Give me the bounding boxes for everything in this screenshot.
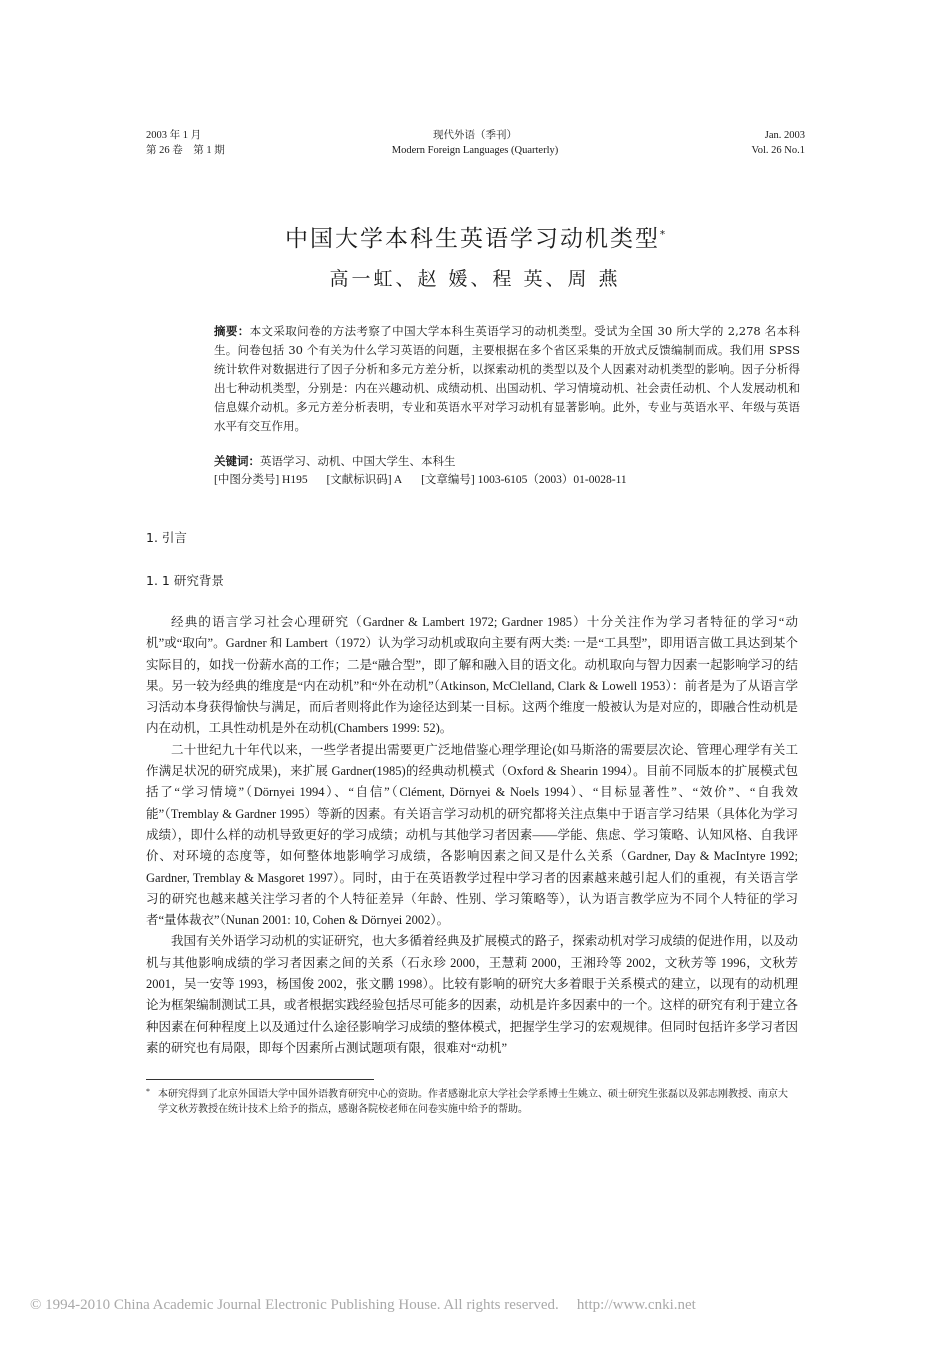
- footnote-divider: [146, 1079, 374, 1080]
- footnote: [146, 1087, 796, 1117]
- keywords-label: 关键词：: [214, 454, 260, 468]
- paper-authors: 高一虹、赵 媛、程 英、周 燕: [329, 268, 621, 290]
- section-heading-introduction: 1. 引言: [146, 530, 187, 545]
- subsection-heading-background: 1. 1 研究背景: [146, 573, 224, 588]
- keywords-text: 英语学习、动机、中国大学生、本科生: [260, 454, 456, 468]
- copyright-footer: [30, 1297, 696, 1314]
- footnote-text: 本研究得到了北京外国语大学中国外语教育研究中心的资助。作者感谢北京大学社会学系博士生姚立、硕士研究生张磊以及郭志刚教授、南京大学文秋芳教授在统计技术上给予的指点，感谢各院校老师在问卷实施中给予的帮助。: [158, 1089, 788, 1115]
- abstract-label: 摘要：: [214, 324, 250, 338]
- running-header-center: [300, 128, 650, 158]
- paragraph: 我国有关外语学习动机的实证研究，也大多循着经典及扩展模式的路子，探索动机对学习成绩的促进作用，以及动机与其他影响成绩的学习者因素之间的关系（石永珍 2000，王慧莉 2000，王湘玲等 2002，文秋芳等 1996，文秋芳 2001，吴一安等 1993，杨国俊 2002，张文鹏 1998）。比较有影响的研究大多着眼于关系模式的建立，以现有的动机理论为框架编制测试工具，或者根据实践经验包括尽可能多的因素，动机是许多因素中的一个。这样的研究有利于建立各种因素在何种程度上以及通过什么途径影响学习成绩的整体模式，把握学生学习的宏观规律。但同时包括许多学习者因素的研究也有局限，即每个因素所占测试题项有限，很难对“动机”: [146, 934, 798, 1055]
- issue-date: 2003 年 1 月: [146, 130, 202, 141]
- body-text: [146, 612, 798, 1059]
- title-footnote-mark: *: [660, 229, 665, 241]
- abstract: [214, 322, 800, 436]
- footer-url: http://www.cnki.net: [576, 1297, 696, 1313]
- running-header-left: [146, 128, 225, 158]
- clc-number: [中图分类号] H195: [214, 474, 308, 486]
- journal-name-en: Modern Foreign Languages (Quarterly): [391, 145, 559, 156]
- journal-name-cn: 现代外语（季刊）: [433, 130, 517, 141]
- copyright-text: © 1994-2010 China Academic Journal Electronic Publishing House. All rights reserved.: [30, 1297, 559, 1313]
- article-number: [文章编号] 1003-6105（2003）01-0028-11: [421, 474, 627, 486]
- keywords: [214, 452, 456, 471]
- classification-line: [214, 471, 643, 490]
- paragraph: 经典的语言学习社会心理研究（Gardner & Lambert 1972; Gardner 1985）十分关注作为学习者特征的学习“动机”或“取向”。Gardner 和 Lambert（1972）认为学习动机或取向主要有两大类: 一是“工具型”，即用语言做工具达到某个实际目的，如找一份薪水高的工作；二是“融合型”，即了解和融入目的语文化。动机取向与智力因素一起影响学习的结果。另一较为经典的维度是“内在动机”和“外在动机”（Atkinson, McClelland, Clark & Lowell 1953）：前者是为了从语言学习活动本身获得愉快与满足，而后者则将此作为途径达到某一目标。这两个维度一般被认为是对应的，即融合性动机是内在动机，工具性动机是外在动机(Chambers 1999: 52)。: [146, 615, 798, 736]
- paper-title-text: 中国大学本科生英语学习动机类型: [285, 226, 660, 252]
- paragraph: 二十世纪九十年代以来，一些学者提出需要更广泛地借鉴心理学理论(如马斯洛的需要层次论、管理心理学有关工作满足状况的研究成果)，来扩展 Gardner(1985)的经典动机模式（Oxford & Shearin 1994）。目前不同版本的扩展模式包括了“学习情境”（Dörnyei 1994）、“自信”（Clément, Dörnyei & Noels 1994）、“目标显著性”、“效价”、“自我效能”（Tremblay & Gardner 1995）等新的因素。有关语言学习动机的研究都将关注点集中于语言学习结果（具体化为学习成绩），即什么样的动机导致更好的学习成绩；动机与其他学习者因素——学能、焦虑、学习策略、认知风格、自我评价、对环境的态度等，如何整体地影响学习成绩，各影响因素之间又是什么关系（Gardner, Day & MacIntyre 1992; Gardner, Tremblay & Masgoret 1997）。同时，由于在英语教学过程中学习者的因素越来越引起人们的重视，有关语言学习的研究也越来越关注学习者的个人特征差异（年龄、性别、学习策略等），认为语言教学应为不同个人特征的学习者“量体裁衣”（Nunan 2001: 10, Cohen & Dörnyei 2002）。: [146, 742, 798, 928]
- running-header-right: [752, 128, 805, 158]
- footnote-mark: *: [146, 1087, 150, 1096]
- issue-date-en: Jan. 2003: [764, 130, 805, 141]
- paper-title: [0, 220, 950, 253]
- abstract-text: 本文采取问卷的方法考察了中国大学本科生英语学习的动机类型。受试为全国 30 所大学的 2,278 名本科生。问卷包括 30 个有关为什么学习英语的问题，主要根据在多个省区采集的开放式反馈编制而成。我们用 SPSS 统计软件对数据进行了因子分析和多元方差分析，以探索动机的类型以及个人因素对动机类型的影响。因子分析得出七种动机类型，分别是：内在兴趣动机、成绩动机、出国动机、学习情境动机、社会责任动机、个人发展动机和信息媒介动机。多元方差分析表明，专业和英语水平对学习动机有显著影响。此外，专业与英语水平、年级与英语水平有交互作用。: [214, 324, 800, 433]
- volume-issue: 第 26 卷 第 1 期: [146, 145, 225, 156]
- document-code: [文献标识码] A: [326, 474, 403, 486]
- volume-issue-en: Vol. 26 No.1: [751, 145, 805, 156]
